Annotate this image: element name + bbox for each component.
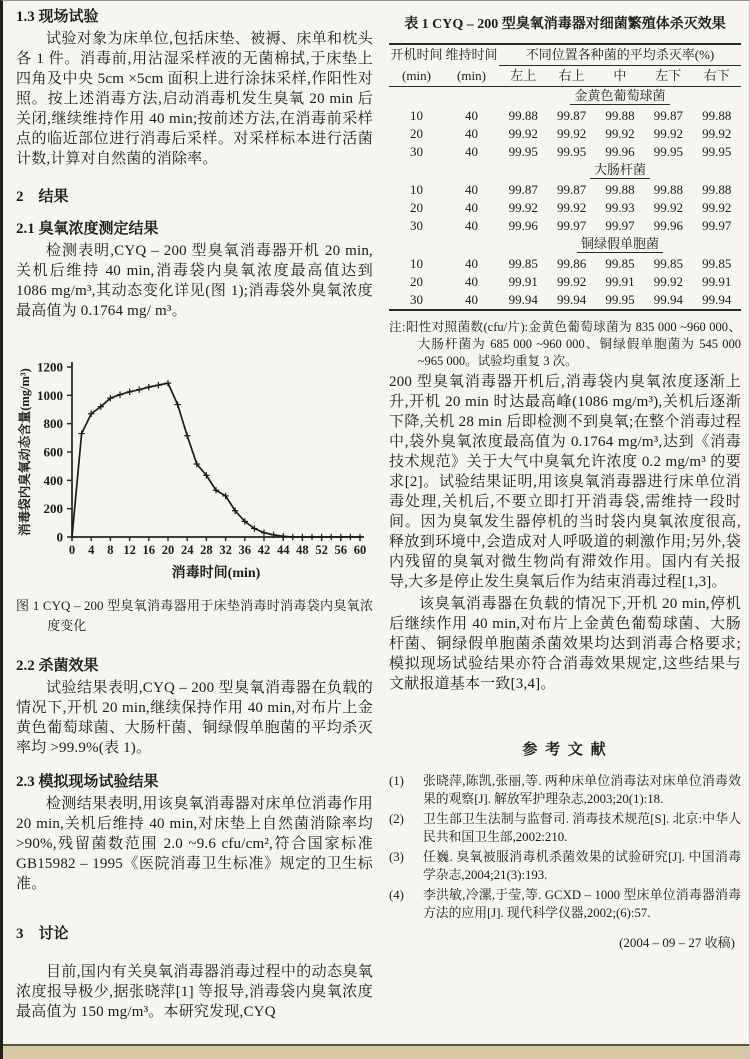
conclusion-paragraph: 该臭氧消毒器在负载的情况下,开机 20 min,停机后继续作用 40 min,对布片上金黄色葡萄球菌、大肠杆菌、铜绿假单胞菌杀菌效果均达到消毒合格要求;模拟现场试验结果亦符合消毒效果规定,这些结果与文献报道基本一致[3,4]。	[389, 596, 741, 692]
table1	[389, 43, 741, 311]
section-2-heading: 2 结果	[16, 189, 69, 205]
svg-text:44: 44	[276, 543, 290, 557]
svg-text:800: 800	[43, 416, 63, 432]
svg-text:600: 600	[43, 444, 63, 460]
references-list	[389, 773, 741, 922]
table1-group-row	[389, 87, 741, 108]
table1-row: 20 40 99.91 99.92 99.91 99.92 99.91	[410, 274, 732, 289]
table1-header-pos-topleft: 左上	[499, 66, 547, 87]
svg-text:1200: 1200	[37, 359, 63, 375]
left-column	[16, 7, 373, 1022]
svg-text:消毒时间(min): 消毒时间(min)	[171, 566, 261, 581]
table1-title: 表 1 CYQ – 200 型臭氧消毒器对细菌繁殖体杀灭效果	[404, 17, 726, 32]
table1-header-open-time: 开机时间	[390, 47, 443, 63]
section-3-heading: 3 讨论	[16, 926, 69, 942]
reference-item: (3) 任巍. 臭氧被服消毒机杀菌效果的试验研究[J]. 中国消毒学杂志,2004;21(3):193.	[389, 850, 741, 882]
section-2-3-heading: 2.3 模拟现场试验结果	[16, 774, 159, 790]
table1-group-label: 大肠杆菌	[590, 163, 650, 179]
reference-item: (1) 张晓萍,陈凯,张丽,等. 两种床单位消毒法对床单位消毒效果的观察[J]. 解放军护理杂志,2003;20(1):18.	[389, 774, 741, 806]
figure1-chart	[16, 355, 368, 585]
scan-edge-strip	[3, 1046, 749, 1059]
svg-text:32: 32	[219, 543, 232, 557]
table1-group-label: 金黄色葡萄球菌	[570, 89, 669, 105]
svg-text:消毒袋内臭氧动态含量(mg/m³): 消毒袋内臭氧动态含量(mg/m³)	[18, 368, 32, 536]
table1-header-pos-bottomright: 右下	[693, 66, 742, 87]
table1-header-row-1	[389, 44, 741, 66]
table1-row: 30 40 99.94 99.94 99.95 99.94 99.94	[410, 292, 732, 307]
table1-header-row-2	[389, 66, 741, 87]
svg-text:60: 60	[353, 543, 367, 557]
table1-row: 10 40 99.87 99.87 99.88 99.88 99.88	[410, 182, 732, 197]
svg-text:12: 12	[123, 543, 136, 557]
table1-group-row	[389, 235, 741, 255]
svg-text:400: 400	[43, 472, 63, 488]
section-3-paragraph: 目前,国内有关臭氧消毒器消毒过程中的动态臭氧浓度报导极少,据张晓萍[1] 等报导,消毒袋内臭氧浓度最高值为 150 mg/m³。本研究发现,CYQ	[16, 964, 373, 1020]
table1-row: 30 40 99.95 99.95 99.96 99.95 99.95	[410, 144, 732, 159]
svg-text:52: 52	[315, 543, 328, 557]
svg-text:24: 24	[180, 543, 194, 557]
section-1-3-heading: 1.3 现场试验	[16, 9, 99, 25]
svg-text:16: 16	[142, 543, 156, 557]
section-2-3-paragraph: 检测结果表明,用该臭氧消毒器对床单位消毒作用 20 min,关机后维持 40 min,对床垫上自然菌消除率均 >90%,残留菌数范围 2.0 ~9.6 cfu/cm²,符合国家标准 GB15982 – 1995《医院消毒卫生标准》规定的卫生标准。	[16, 796, 373, 892]
references-heading: 参 考 文 献	[522, 742, 608, 758]
svg-text:20: 20	[161, 543, 175, 557]
svg-text:0: 0	[56, 529, 63, 545]
table1-header-pos-topright: 右上	[547, 66, 595, 87]
reference-item: (4) 李洪敏,冷漯,于莹,等. GCXD – 1000 型床单位消毒器消毒方法的应用[J]. 现代科学仪器,2002;(6):57.	[389, 888, 741, 920]
section-2-2-heading: 2.2 杀菌效果	[16, 658, 99, 674]
reference-item: (2) 卫生部卫生法制与监督司. 消毒技术规范[S]. 北京:中华人民共和国卫生部,2002:210.	[389, 812, 741, 844]
svg-text:56: 56	[334, 543, 348, 557]
right-column	[389, 15, 741, 951]
table1-group-row	[389, 161, 741, 181]
table1-header-pos-bottomleft: 左下	[644, 66, 692, 87]
table1-header-open-time-unit: (min)	[389, 66, 444, 87]
discussion-continued-paragraph: 200 型臭氧消毒器开机后,消毒袋内臭氧浓度逐渐上升,开机 20 min 时达最高峰(1086 mg/m³),关机后逐渐下降,关机 28 min 后即检测不到臭氧;在整个消毒过程中,袋外臭氧浓度最高值为 0.1764 mg/m³,达到《消毒技术规范》关于大气中臭氧允许浓度 0.2 mg/m³ 的要求[2]。试验结果证明,用该臭氧消毒器进行床单位消毒处理,关机后,不要立即打开消毒袋,需维持一段时间。因为臭氧发生器停机的当时袋内臭氧浓度很高,释放到环境中,会造成对人呼吸道的刺激作用;另外,袋内残留的臭氧对微生物尚有滞效作用。国内有关报导,大多是停止发生臭氧后作为结束消毒过程[1,3]。	[389, 374, 741, 590]
table1-header-hold-time: 维持时间	[445, 47, 498, 63]
table1-group-label: 铜绿假单胞菌	[577, 237, 663, 253]
table1-row: 10 40 99.88 99.87 99.88 99.87 99.88	[410, 108, 732, 123]
table1-header-hold-time-unit: (min)	[444, 66, 499, 87]
svg-text:28: 28	[200, 543, 213, 557]
section-2-2-paragraph: 试验结果表明,CYQ – 200 型臭氧消毒器在负载的情况下,开机 20 min,继续保持作用 40 min,对布片上金黄色葡萄球菌、大肠杆菌、铜绿假单胞菌的平均杀灭率均 >99.9%(表 1)。	[16, 680, 373, 756]
section-2-1-paragraph: 检测表明,CYQ – 200 型臭氧消毒器开机 20 min,关机后维持 40 min,消毒袋内臭氧浓度最高值达到 1086 mg/m³,其动态变化详见(图 1);消毒袋外臭氧浓度最高值为 0.1764 mg/ m³。	[16, 243, 373, 319]
received-date: (2004 – 09 – 27 收稿)	[619, 935, 735, 950]
svg-text:48: 48	[296, 543, 309, 557]
table1-row: 10 40 99.85 99.86 99.85 99.85 99.85	[410, 256, 732, 271]
svg-text:200: 200	[43, 501, 63, 517]
svg-text:36: 36	[238, 543, 252, 557]
table1-note: 注:阳性对照菌数(cfu/片):金黄色葡萄球菌为 835 000 ~960 000、大肠杆菌为 685 000 ~960 000、铜绿假单胞菌为 545 000 ~965 000。试验均重复 3 次。	[389, 320, 741, 368]
table1-header-kill-rate: 不同位置各种菌的平均杀灭率(%)	[499, 44, 741, 66]
figure1	[16, 355, 373, 636]
figure1-caption: 图 1 CYQ – 200 型臭氧消毒器用于床垫消毒时消毒袋内臭氧浓度变化	[16, 598, 373, 633]
svg-text:4: 4	[88, 543, 95, 557]
svg-text:1000: 1000	[37, 387, 63, 403]
svg-text:0: 0	[68, 543, 76, 557]
section-2-1-heading: 2.1 臭氧浓度测定结果	[16, 221, 159, 237]
svg-text:8: 8	[107, 543, 114, 557]
table1-body	[389, 87, 741, 311]
section-1-3-paragraph: 试验对象为床单位,包括床垫、被褥、床单和枕头各 1 件。消毒前,用沾湿采样液的无菌棉拭,于床垫上四角及中央 5cm ×5cm 面积上进行涂抹采样,作阳性对照。按上述消毒方法,启动消毒机发生臭氧 20 min 后关闭,继续维持作用 40 min;按前述方法,在消毒前采样点的临近部位进行消毒后采样。对采样标本进行活菌计数,计算对自然菌的消除率。	[16, 31, 373, 167]
table1-row: 30 40 99.96 99.97 99.97 99.96 99.97	[410, 218, 732, 233]
table1-header-pos-center: 中	[596, 66, 644, 87]
table1-row: 20 40 99.92 99.92 99.93 99.92 99.92	[410, 200, 732, 215]
svg-text:42: 42	[257, 543, 271, 557]
table1-row: 20 40 99.92 99.92 99.92 99.92 99.92	[410, 126, 732, 141]
